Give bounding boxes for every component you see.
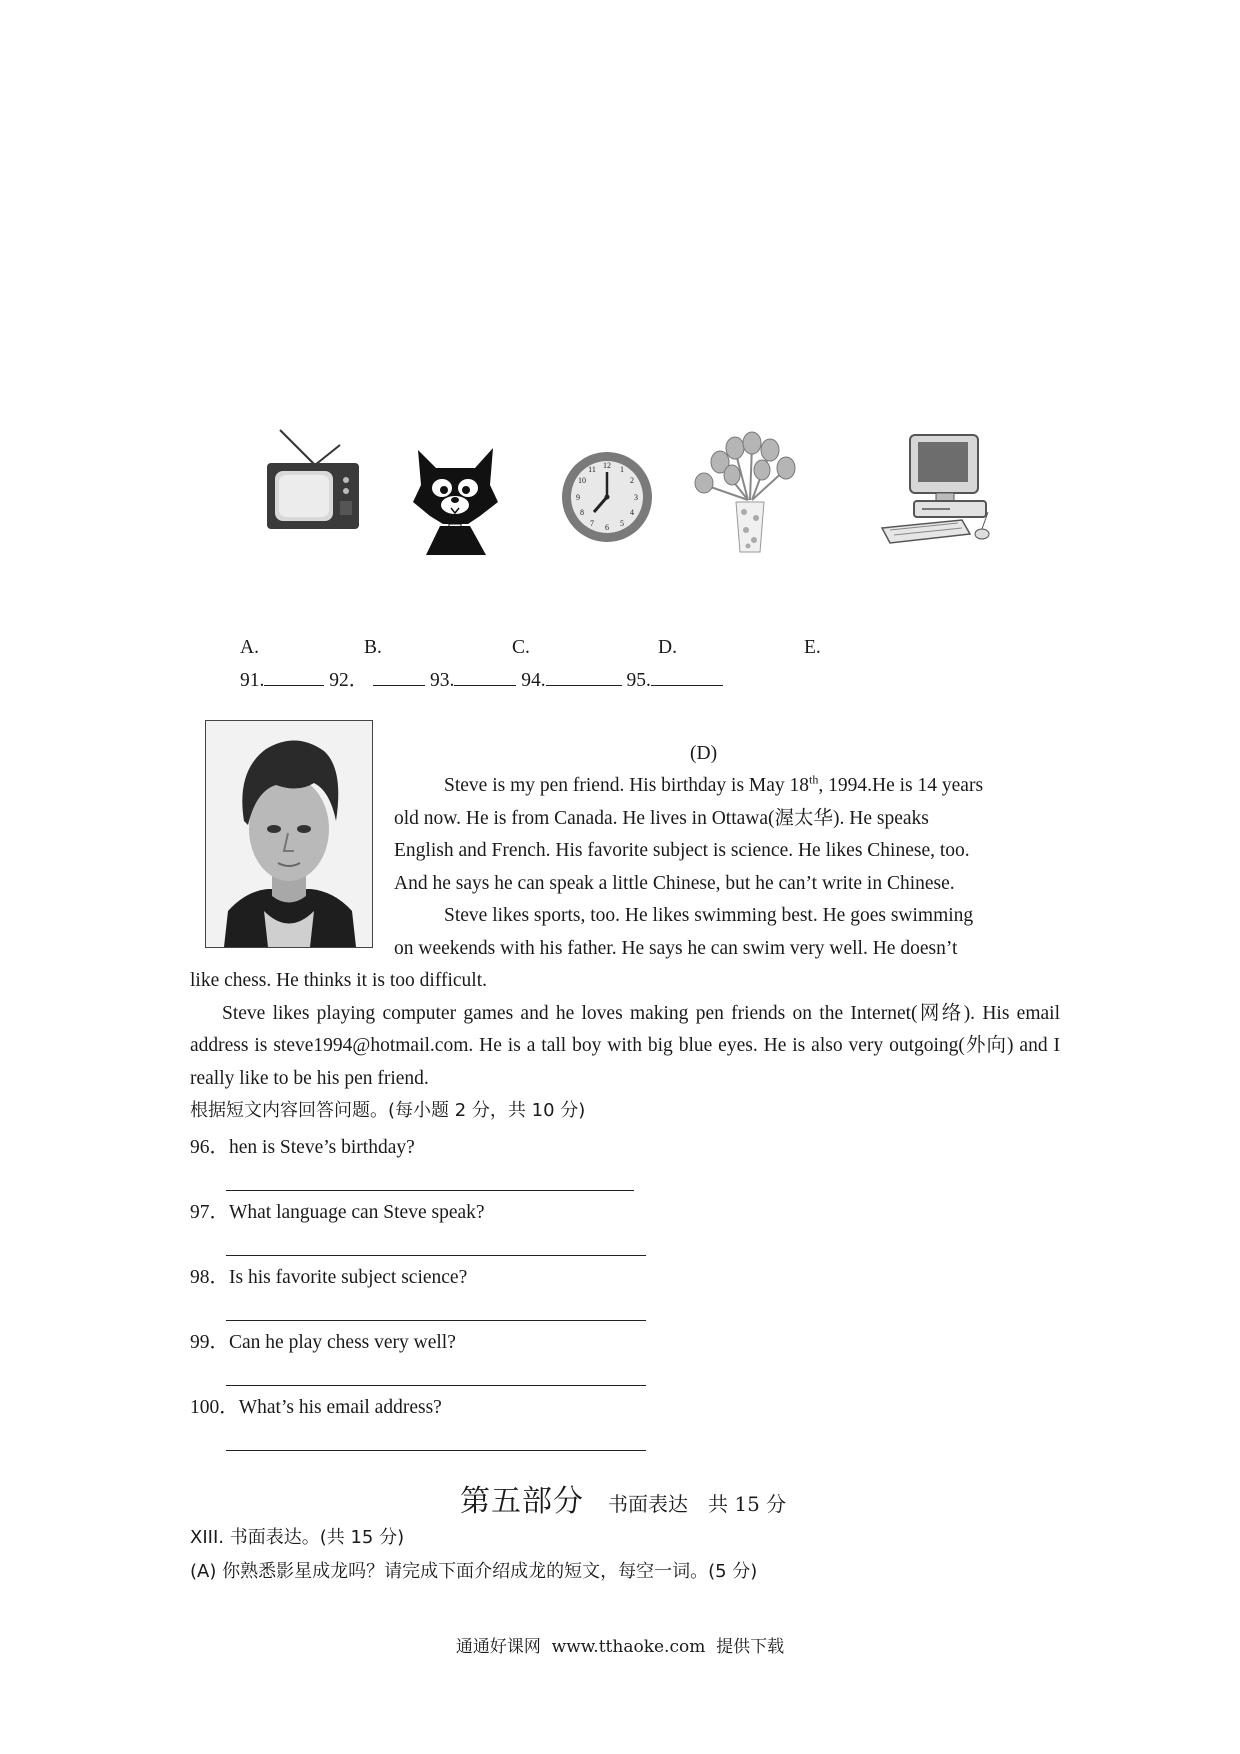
passage-line-5: Steve likes sports, too. He likes swimming best. He goes swimming — [444, 905, 974, 926]
passage-line-4: And he says he can speak a little Chinese, but he can’t write in Chinese. — [394, 872, 955, 894]
svg-text:1: 1 — [620, 465, 624, 474]
answer-line-96[interactable] — [226, 1190, 634, 1191]
answer-line-100[interactable] — [226, 1450, 646, 1451]
blank-92-label: 92． — [329, 670, 369, 691]
question-97: 97．What language can Steve speak? — [190, 1202, 485, 1223]
blank-94[interactable] — [546, 665, 622, 686]
svg-text:6: 6 — [605, 523, 609, 532]
steve-photo — [205, 720, 373, 948]
option-label-e: E. — [804, 637, 821, 658]
part-13-a: (A) 你熟悉影星成龙吗？请完成下面介绍成龙的短文，每空一词。(5 分) — [190, 1561, 758, 1582]
passage-line-1-b: , 1994.He is 14 years — [818, 775, 984, 796]
match-blanks — [240, 665, 723, 698]
blank-95-label: 95. — [626, 670, 651, 691]
instructions: 根据短文内容回答问题。(每小题 2 分，共 10 分) — [190, 1100, 586, 1121]
passage-line-1-a: Steve is my pen friend. His birthday is May 18 — [444, 775, 810, 796]
passage-full-width — [190, 965, 1060, 1128]
section-title: 第五部分 — [460, 1484, 584, 1519]
passage-line-3: English and French. His favorite subject is science. He likes Chinese, too. — [394, 840, 970, 861]
passage-line-2: old now. He is from Canada. He lives in Ottawa(渥太华). He speaks — [394, 807, 929, 829]
passage-line-7: like chess. He thinks it is too difficult. — [190, 970, 487, 991]
blank-95[interactable] — [651, 665, 723, 686]
part-13-title: XIII. 书面表达。(共 15 分) — [190, 1527, 405, 1548]
answer-line-98[interactable] — [226, 1320, 646, 1321]
page-footer: 通通好课网 www.tthaoke.com 提供下载 — [455, 1637, 785, 1657]
option-label-b: B. — [364, 637, 382, 658]
blank-91[interactable] — [264, 665, 324, 686]
flowers-icon — [690, 430, 810, 555]
svg-text:10: 10 — [578, 476, 586, 485]
answer-line-97[interactable] — [226, 1255, 646, 1256]
option-label-a: A. — [240, 637, 259, 658]
option-label-c: C. — [512, 637, 530, 658]
svg-text:8: 8 — [580, 508, 584, 517]
svg-text:2: 2 — [630, 476, 634, 485]
clock-icon — [560, 450, 654, 544]
svg-text:3: 3 — [634, 493, 638, 502]
svg-text:12: 12 — [603, 461, 611, 470]
svg-text:4: 4 — [630, 508, 634, 517]
blank-93[interactable] — [454, 665, 516, 686]
computer-icon — [870, 430, 1000, 545]
passage-label: (D) — [690, 743, 718, 764]
svg-text:7: 7 — [590, 519, 594, 528]
question-100: 100．What’s his email address? — [190, 1397, 442, 1418]
question-96: 96．hen is Steve’s birthday? — [190, 1137, 415, 1158]
question-98: 98．Is his favorite subject science? — [190, 1267, 468, 1288]
tv-icon — [245, 425, 360, 535]
passage-line-6: on weekends with his father. He says he can swim very well. He doesn’t — [394, 937, 958, 959]
blank-94-label: 94. — [521, 670, 546, 691]
svg-text:11: 11 — [588, 465, 596, 474]
blank-92[interactable] — [373, 665, 425, 686]
svg-text:9: 9 — [576, 493, 580, 502]
section-subtitle: 书面表达 共 15 分 — [608, 1492, 787, 1516]
cat-icon — [408, 440, 503, 555]
passage-paragraph-3: Steve likes playing computer games and he loves making pen friends on the Internet(网络). His email address is steve1994@hotmail.com. He is a tall boy with big blue eyes. He is also very outgoing(外向) and I really like to be his pen friend. — [190, 1002, 1060, 1089]
blank-91-label: 91. — [240, 670, 265, 691]
option-label-d: D. — [658, 637, 677, 658]
section-heading — [460, 1476, 786, 1520]
passage-line-1 — [394, 770, 1060, 803]
question-99: 99．Can he play chess very well? — [190, 1332, 456, 1353]
passage-line-1-sup: th — [809, 772, 819, 787]
blank-93-label: 93. — [430, 670, 455, 691]
passage-lines-beside-photo — [394, 770, 1060, 965]
answer-line-99[interactable] — [226, 1385, 646, 1386]
svg-text:5: 5 — [620, 519, 624, 528]
